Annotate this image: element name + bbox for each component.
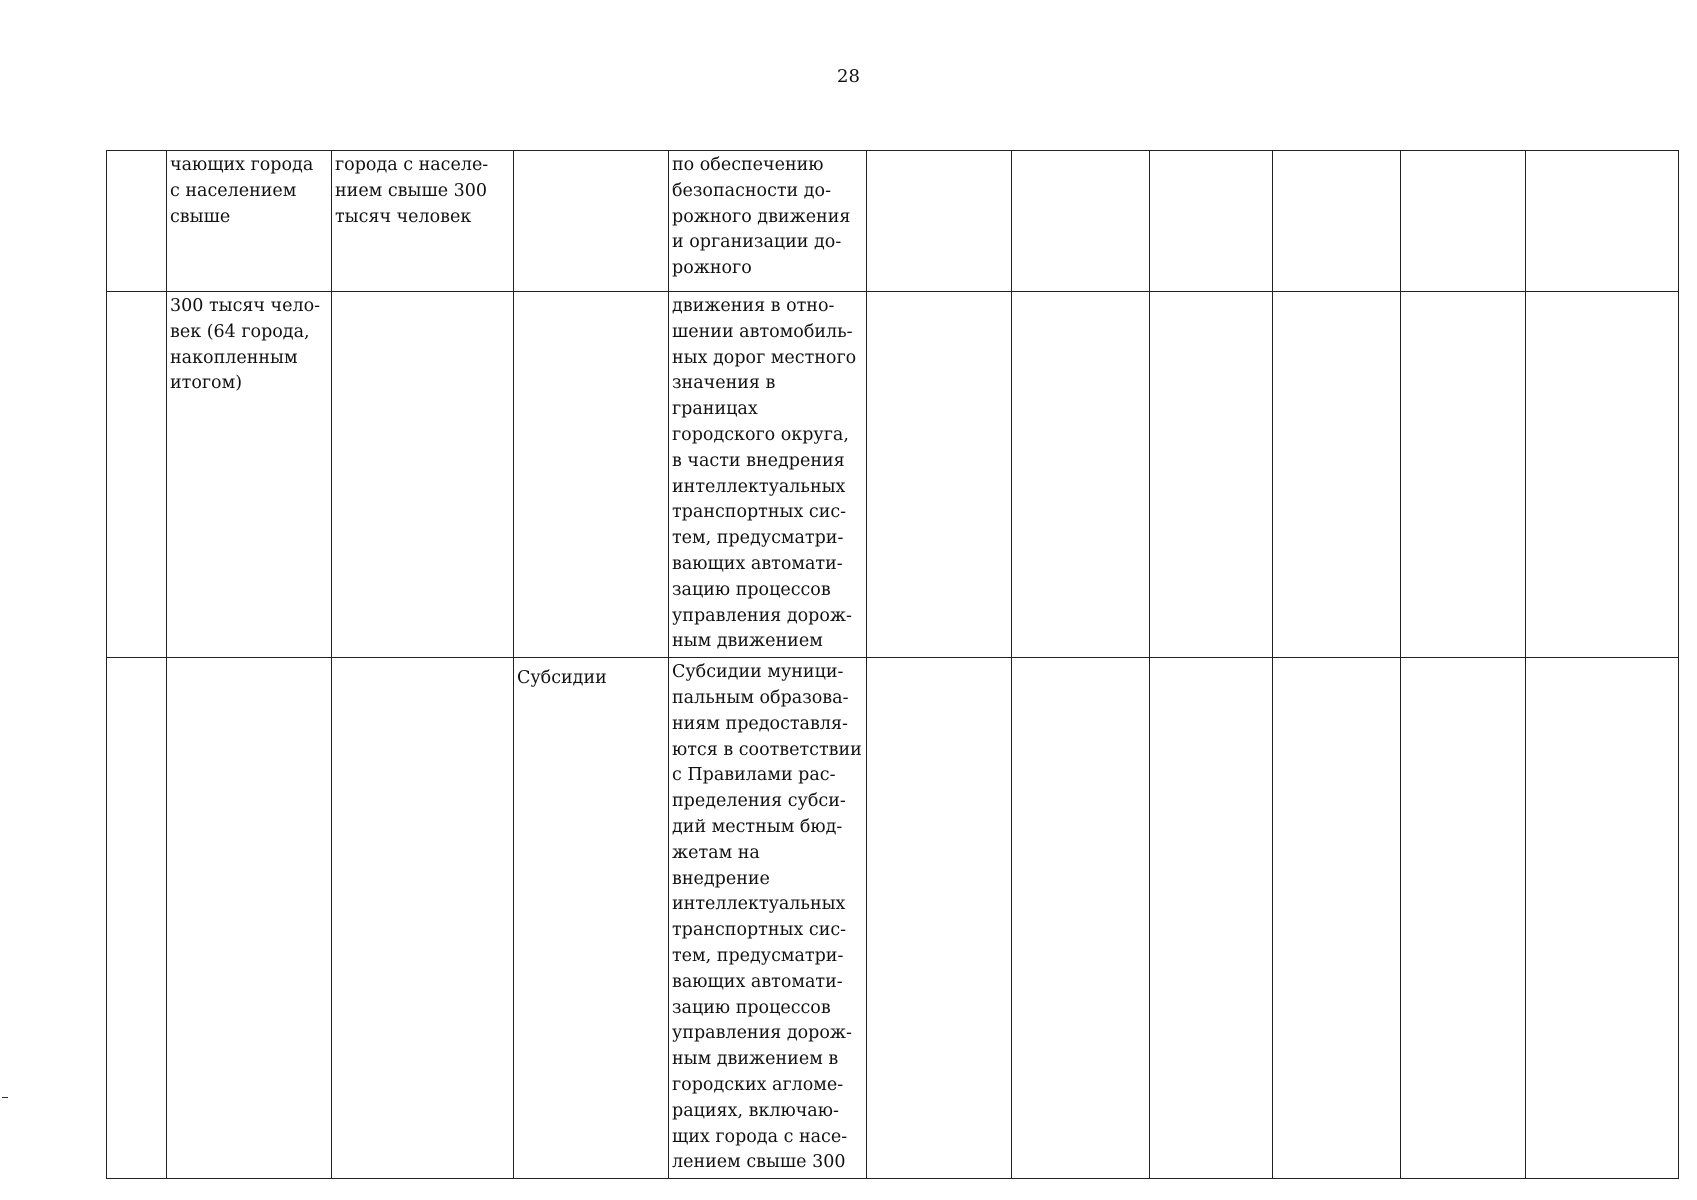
table-row (107, 292, 1679, 658)
table-cell (1012, 151, 1150, 292)
table-cell (669, 151, 867, 292)
table-cell (1526, 292, 1679, 658)
table-cell (669, 658, 867, 1179)
scan-edge-mark (2, 1097, 8, 1098)
table-cell (514, 658, 669, 1179)
table-cell (167, 151, 332, 292)
cell-text: 300 тысяч чело- век (64 города, накопленным итогом) (170, 296, 321, 394)
table-cell (514, 151, 669, 292)
table-cell (1012, 658, 1150, 1179)
table-cell (867, 151, 1012, 292)
table-cell (514, 292, 669, 658)
table-cell (867, 292, 1012, 658)
table-cell (332, 658, 514, 1179)
table-cell (1526, 151, 1679, 292)
table-cell (167, 658, 332, 1179)
table-cell (1273, 658, 1401, 1179)
cell-text: Субсидии (517, 668, 607, 689)
table-cell (1150, 151, 1273, 292)
table-cell (107, 292, 167, 658)
cell-text: Субсидии муници- пальным образова- ниям предоставля- ются в соответствии с Правилами рас- пределения субси- дий местным бюд- жетам на внедрение интеллектуальных транспортных сис- тем, предусматри- вающих автомати- зацию процессов управления дорож- ным движением в городских агломе- рациях, включаю- щих города с насе- лением свыше 300 (672, 662, 862, 1173)
table-cell (1150, 658, 1273, 1179)
page-number: 28 (837, 66, 860, 87)
table-cell (107, 658, 167, 1179)
table-cell (867, 658, 1012, 1179)
table-cell (1401, 658, 1526, 1179)
table-cell (1273, 151, 1401, 292)
document-table (106, 150, 1679, 1179)
table-cell (332, 151, 514, 292)
table-row (107, 151, 1679, 292)
table-cell (1401, 292, 1526, 658)
table-cell (669, 292, 867, 658)
table-row (107, 658, 1679, 1179)
table-cell (167, 292, 332, 658)
table-cell (107, 151, 167, 292)
table-cell (1401, 151, 1526, 292)
cell-text: чающих города с населением свыше (170, 155, 314, 227)
table-cell (1012, 292, 1150, 658)
cell-text: по обеспечению безопасности до- рожного движения и организации до- рожного (672, 155, 851, 279)
table-cell (1150, 292, 1273, 658)
table-cell (1273, 292, 1401, 658)
cell-text: города с населе- нием свыше 300 тысяч человек (335, 155, 489, 227)
cell-text: движения в отно- шении автомобиль- ных дорог местного значения в границах городского округа, в части внедрения интеллектуальных транспортных сис- тем, предусматри- вающих автомати- зацию процессов управления дорож- ным движением (672, 296, 857, 652)
table-cell (1526, 658, 1679, 1179)
table-cell (332, 292, 514, 658)
